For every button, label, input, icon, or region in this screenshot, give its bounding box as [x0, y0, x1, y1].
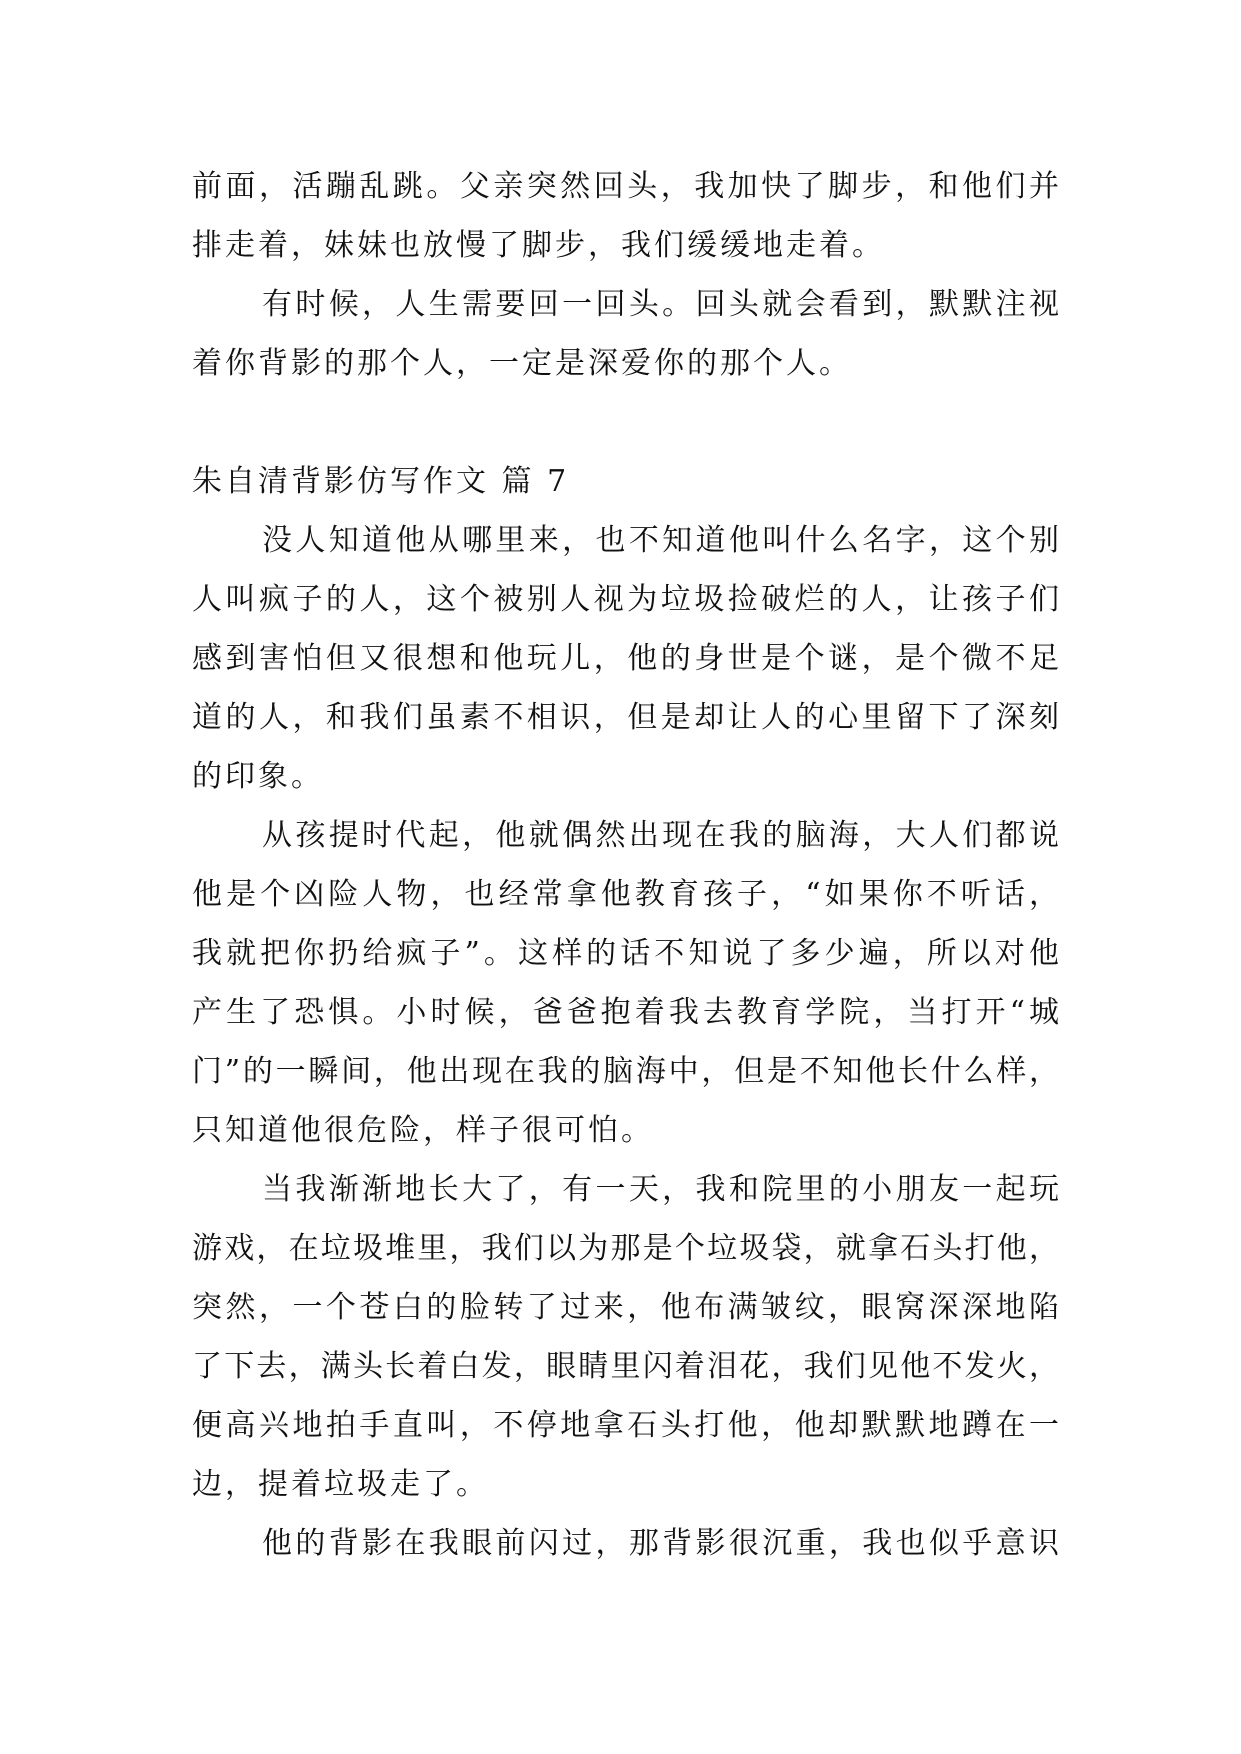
paragraph-line: 我就把你扔给疯子”。这样的话不知说了多少遍，所以对他 [192, 936, 1060, 971]
paragraph-line: 没人知道他从哪里来，也不知道他叫什么名字，这个别 [262, 523, 1060, 558]
paragraph-line: 从孩提时代起，他就偶然出现在我的脑海，大人们都说 [262, 818, 1060, 853]
paragraph [192, 1514, 1060, 1573]
paragraph-line: 道的人，和我们虽素不相识，但是却让人的心里留下了深刻 [192, 700, 1060, 735]
paragraph-line: 的印象。 [192, 759, 324, 794]
paragraph-line: 门”的一瞬间，他出现在我的脑海中，但是不知他长什么样， [192, 1054, 1060, 1089]
paragraph-line: 他的背影在我眼前闪过，那背影很沉重，我也似乎意识 [262, 1526, 1060, 1561]
paragraph-line: 便高兴地拍手直叫，不停地拿石头打他，他却默默地蹲在一 [192, 1408, 1060, 1443]
paragraph-line: 当我渐渐地长大了，有一天，我和院里的小朋友一起玩 [262, 1172, 1060, 1207]
paragraph-line: 感到害怕但又很想和他玩儿，他的身世是个谜，是个微不足 [192, 641, 1060, 676]
paragraph [192, 511, 1060, 806]
section-heading: 朱自清背影仿写作文 篇 7 [192, 464, 570, 499]
paragraph-line: 着你背影的那个人，一定是深爱你的那个人。 [192, 346, 852, 381]
paragraph [192, 275, 1060, 393]
paragraph-line: 只知道他很危险，样子很可怕。 [192, 1113, 654, 1148]
paragraph-line: 边，提着垃圾走了。 [192, 1467, 489, 1502]
paragraph [192, 806, 1060, 1160]
paragraph-line: 人叫疯子的人，这个被别人视为垃圾捡破烂的人，让孩子们 [192, 582, 1060, 617]
text-column [192, 157, 1060, 1573]
paragraph-line: 突然，一个苍白的脸转了过来，他布满皱纹，眼窝深深地陷 [192, 1290, 1060, 1325]
paragraph-line: 有时候，人生需要回一回头。回头就会看到，默默注视 [262, 287, 1060, 322]
paragraph-line: 前面，活蹦乱跳。父亲突然回头，我加快了脚步，和他们并 [192, 169, 1060, 204]
paragraph [192, 1160, 1060, 1514]
paragraph-line: 产生了恐惧。小时候，爸爸抱着我去教育学院，当打开“城 [192, 995, 1060, 1030]
paragraph [192, 157, 1060, 275]
paragraph-line: 游戏，在垃圾堆里，我们以为那是个垃圾袋，就拿石头打他， [192, 1231, 1060, 1266]
paragraph-line: 排走着，妹妹也放慢了脚步，我们缓缓地走着。 [192, 228, 885, 263]
paragraph-line: 他是个凶险人物，也经常拿他教育孩子，“如果你不听话， [192, 877, 1060, 912]
paragraph-line: 了下去，满头长着白发，眼睛里闪着泪花，我们见他不发火， [192, 1349, 1060, 1384]
